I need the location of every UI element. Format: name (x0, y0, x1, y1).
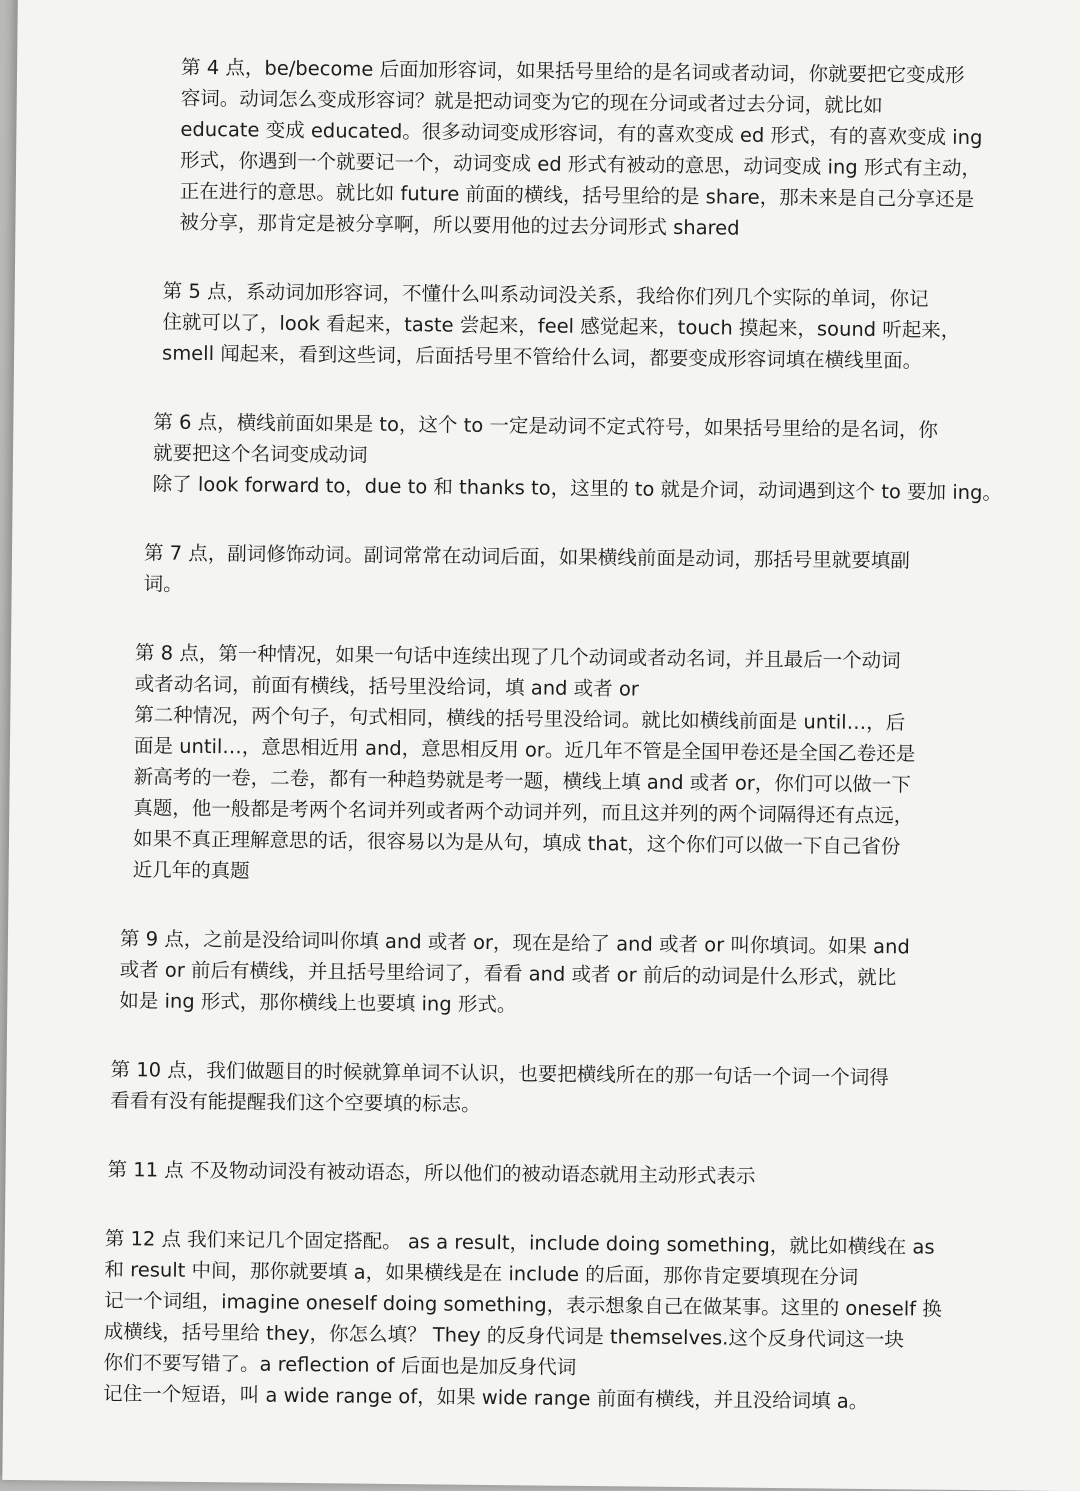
paragraph-point-5 (162, 276, 985, 378)
text-line: 第 11 点 不及物动词没有被动语态，所以他们的被动语态就用主动形式表示 (107, 1158, 756, 1188)
paragraph-point-10 (110, 1054, 977, 1125)
text-line: 面是 until…，意思相近用 and，意思相反用 or。近几年不管是全国甲卷还是全国乙卷还是 (133, 734, 916, 766)
text-line: 或者 or 前后有横线，并且括号里给词了，看看 and 或者 or 前后的动词是什么形式，就比 (119, 958, 897, 990)
text-line: 新高考的一卷，二卷，都有一种趋势就是考一题，横线上填 and 或者 or，你们可以做一下 (133, 765, 911, 797)
text-line: smell 闻起来，看到这些词，后面括号里不管给什么词，都要变成形容词填在横线里面。 (161, 341, 923, 373)
paragraph-point-9 (119, 923, 978, 1025)
text-line: 第 4 点，be/become 后面加形容词，如果括号里给的是名词或者动词，你就要把它变成形 (180, 55, 965, 87)
text-line: 正在进行的意思。就比如 future 前面的横线，括号里给的是 share，那未来是自己分享还是 (179, 179, 975, 212)
paragraph-point-12 (103, 1223, 975, 1418)
text-line: 第 12 点 我们来记几个固定搭配。 as a result，include doing something，就比如横线在 as (104, 1226, 935, 1259)
text-line: 被分享，那肯定是被分享啊，所以要用他的过去分词形式 shared (179, 210, 740, 240)
text-line: 就要把这个名词变成动词 (152, 441, 368, 467)
text-line: 第二种情况，两个句子，句式相同，横线的括号里没给词。就比如横线前面是 until…，后 (134, 703, 906, 735)
text-line: 容词。动词怎么变成形容词？就是把动词变为它的现在分词或者过去分词，就比如 (180, 86, 883, 118)
text-line: 成横线，括号里给 they，你怎么填？ They 的反身代词是 themselves.这个反身代词这一块 (103, 1319, 905, 1352)
paragraph-point-4 (179, 52, 987, 246)
text-line: 你们不要写错了。a reflection of 后面也是加反身代词 (103, 1350, 577, 1379)
text-line: 第 6 点，横线前面如果是 to，这个 to 一定是动词不定式符号，如果括号里给的是名词，你 (153, 410, 939, 442)
document-content (103, 51, 1003, 1456)
text-line: 第 5 点，系动词加形容词，不懂什么叫系动词没关系，我给你们列几个实际的单词，你记 (162, 279, 929, 311)
text-line: educate 变成 educated。很多动词变成形容词，有的喜欢变成 ed 形式，有的喜欢变成 ing (180, 117, 983, 150)
text-line: 或者动名词，前面有横线，括号里没给词，填 and 或者 or (134, 672, 639, 701)
text-line: 真题，他一般都是考两个名词并列或者两个动词并列，而且这并列的两个词隔得还有点远， (133, 796, 914, 828)
text-line: 第 10 点，我们做题目的时候就算单词不认识，也要把横线所在的那一句话一个词一个词得 (110, 1058, 889, 1090)
text-line: 如果不真正理解意思的话，很容易以为是从句，填成 that，这个你们可以做一下自己省份 (132, 827, 901, 859)
paragraph-point-7 (144, 537, 983, 608)
text-line: 记住一个短语，叫 a wide range of，如果 wide range 前面有横线，并且没给词填 a。 (103, 1381, 869, 1413)
text-line: 除了 look forward to，due to 和 thanks to，这里的 to 就是介词，动词遇到这个 to 要加 ing。 (152, 472, 1003, 505)
paragraph-point-11 (107, 1154, 975, 1194)
text-line: 形式，你遇到一个就要记一个，动词变成 ed 形式有被动的意思，动词变成 ing 形式有主动， (180, 148, 982, 181)
text-line: 词。 (143, 572, 183, 596)
text-line: 住就可以了，look 看起来，taste 尝起来，feel 感觉起来，touch 摸起来，sound 听起来， (162, 310, 961, 342)
text-line: 看看有没有能提醒我们这个空要填的标志。 (110, 1089, 481, 1116)
text-line: 第 7 点，副词修饰动词。副词常常在动词后面，如果横线前面是动词，那括号里就要填副 (143, 541, 910, 573)
text-line: 和 result 中间，那你就要填 a，如果横线是在 include 的后面，那你肯定要填现在分词 (104, 1257, 859, 1289)
text-line: 如是 ing 形式，那你横线上也要填 ing 形式。 (119, 989, 517, 1017)
paragraph-point-8 (133, 637, 982, 894)
text-line: 近几年的真题 (132, 858, 250, 883)
text-line: 记一个词组，imagine oneself doing something，表示想象自己在做某事。这里的 oneself 换 (104, 1288, 942, 1321)
paragraph-point-6 (152, 406, 1003, 508)
text-line: 第 8 点，第一种情况，如果一句话中连续出现了几个动词或者动名词，并且最后一个动词 (134, 641, 901, 673)
text-line: 第 9 点，之前是没给词叫你填 and 或者 or，现在是给了 and 或者 or 叫你填词。如果 and (119, 927, 910, 959)
document-page (2, 0, 1080, 1491)
